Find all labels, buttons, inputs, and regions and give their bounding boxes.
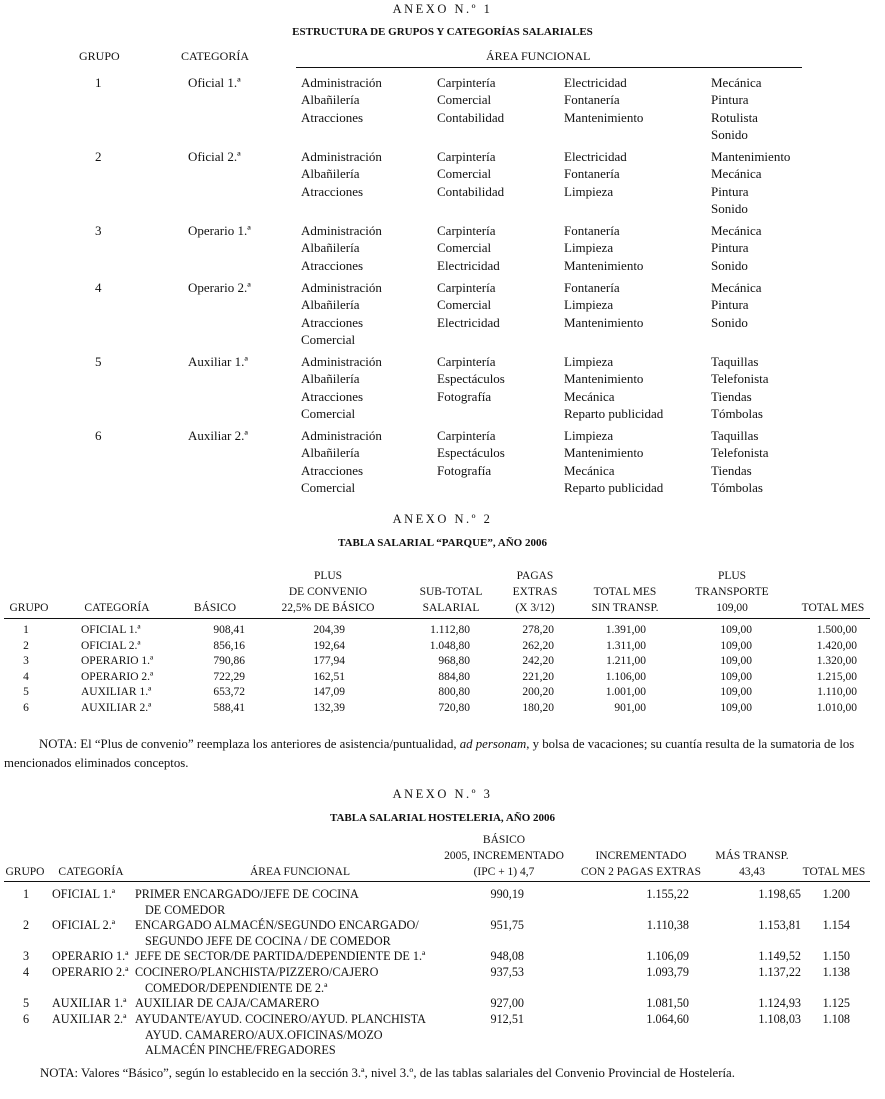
annex3-header-area: ÁREA FUNCIONAL bbox=[250, 866, 350, 878]
header-line: INCREMENTADO bbox=[595, 850, 687, 862]
header-line: DE CONVENIO bbox=[288, 586, 368, 598]
nota-text: NOTA: El “Plus de convenio” reemplaza los anteriores de asistencia/puntualidad, bbox=[39, 737, 460, 751]
annex1-area-column bbox=[437, 148, 504, 200]
annex3-transp: 1.108,03 bbox=[758, 1012, 801, 1026]
annex3-header-grupo: GRUPO bbox=[5, 866, 45, 878]
annex2-subtotal: 968,80 bbox=[438, 655, 470, 668]
annex3-basico: 948,08 bbox=[490, 949, 524, 963]
header-line: (X 3/12) bbox=[515, 602, 555, 614]
header-line: 22,5% DE BÁSICO bbox=[281, 602, 375, 614]
annex1-area-item: Mecánica bbox=[564, 462, 615, 478]
annex1-title: ANEXO N.º 1 bbox=[392, 2, 493, 16]
annex3-total: 1.154 bbox=[822, 918, 850, 932]
header-line: MÁS TRANSP. bbox=[715, 850, 789, 862]
annex1-area-item: Taquillas bbox=[711, 428, 759, 443]
annex1-area-item: Espectáculos bbox=[437, 371, 505, 387]
annex3-nota: NOTA: Valores “Básico”, según lo establecido en la sección 3.ª, nivel 3.º, de las tablas salariales del Convenio Provincial de Hostelería. bbox=[40, 1066, 735, 1080]
annex2-basico: 856,16 bbox=[213, 639, 245, 652]
header-line: 2005, INCREMENTADO bbox=[444, 850, 564, 862]
annex2-total-sin: 1.311,00 bbox=[606, 639, 646, 652]
nota-text: , y bolsa de vacaciones; su cuantía resulta de la sumatoria de los mencionados eliminados conceptos. bbox=[4, 737, 855, 770]
annex1-area-item: Comercial bbox=[301, 331, 356, 347]
annex1-area-item: Atracciones bbox=[301, 257, 364, 273]
annex1-area-item: Espectáculos bbox=[437, 445, 505, 461]
annex2-header-plus-transporte bbox=[684, 568, 780, 616]
annex1-area-column bbox=[301, 74, 382, 126]
annex1-area-column bbox=[301, 279, 382, 348]
annex3-area bbox=[135, 965, 378, 996]
annex3-incrementado: 1.093,79 bbox=[646, 965, 689, 979]
annex2-transporte: 109,00 bbox=[720, 624, 752, 636]
annex3-transp: 1.198,65 bbox=[758, 887, 801, 901]
annex1-area-column bbox=[301, 222, 382, 274]
annex3-area-line: AYUD. CAMARERO/AUX.OFICINAS/MOZO bbox=[145, 1027, 383, 1042]
annex1-area-column bbox=[301, 148, 382, 200]
annex1-area-item: Electricidad bbox=[437, 314, 500, 330]
annex1-area-item: Tiendas bbox=[711, 388, 752, 404]
annex1-area-item: Mecánica bbox=[711, 223, 762, 238]
annex1-area-item: Reparto publicidad bbox=[564, 405, 664, 421]
annex3-header-incrementado bbox=[570, 848, 712, 880]
annex1-area-item: Electricidad bbox=[564, 75, 627, 90]
annex3-area-line: SEGUNDO JEFE DE COCINA / DE COMEDOR bbox=[145, 933, 391, 948]
annex1-area-column bbox=[437, 427, 505, 479]
annex2-plus: 147,09 bbox=[313, 686, 345, 699]
annex1-grupo: 3 bbox=[95, 223, 102, 238]
annex2-pagas: 180,20 bbox=[522, 702, 554, 714]
annex3-area-line: COMEDOR/DEPENDIENTE DE 2.ª bbox=[145, 980, 328, 995]
annex2-categoria: OFICIAL 2.ª bbox=[81, 639, 141, 652]
annex1-area-item: Comercial bbox=[301, 405, 356, 421]
annex3-header-mas-transp bbox=[702, 848, 802, 880]
annex2-pagas: 262,20 bbox=[522, 639, 554, 652]
annex1-area-item: Electricidad bbox=[437, 257, 500, 273]
annex1-area-item: Carpintería bbox=[437, 354, 496, 369]
annex1-area-column bbox=[711, 74, 762, 143]
annex1-area-item: Fontanería bbox=[564, 280, 620, 295]
annex2-header-subtotal bbox=[408, 584, 494, 616]
annex2-basico: 790,86 bbox=[213, 655, 245, 668]
annex1-area-item: Limpieza bbox=[564, 297, 614, 313]
annex3-header-rule bbox=[4, 881, 870, 882]
annex2-categoria: AUXILIAR 1.ª bbox=[81, 686, 152, 699]
annex2-title: ANEXO N.º 2 bbox=[392, 512, 493, 526]
annex1-area-item: Contabilidad bbox=[437, 109, 505, 125]
annex3-grupo: 4 bbox=[22, 965, 30, 979]
annex1-area-item: Sonido bbox=[711, 126, 748, 142]
annex3-area bbox=[135, 887, 359, 918]
annex3-grupo: 5 bbox=[22, 996, 30, 1010]
annex1-area-item: Sonido bbox=[711, 314, 748, 330]
annex1-area-item: Sonido bbox=[711, 257, 748, 273]
annex1-grupo: 6 bbox=[95, 428, 102, 443]
header-line: TOTAL MES bbox=[593, 586, 657, 598]
annex2-subtotal: 720,80 bbox=[438, 702, 470, 714]
annex2-categoria: AUXILIAR 2.ª bbox=[81, 702, 152, 714]
annex3-basico: 927,00 bbox=[490, 996, 524, 1010]
annex1-header-area: ÁREA FUNCIONAL bbox=[486, 49, 591, 63]
annex2-table-row bbox=[0, 624, 885, 640]
annex1-area-item: Mecánica bbox=[711, 166, 762, 182]
annex3-total: 1.108 bbox=[822, 1012, 850, 1026]
annex1-area-item: Fotografía bbox=[437, 462, 492, 478]
annex2-header-total-sin bbox=[578, 584, 672, 616]
annex3-area bbox=[135, 996, 319, 1012]
annex3-categoria: AUXILIAR 2.ª bbox=[52, 1012, 127, 1026]
annex1-grupo: 4 bbox=[95, 280, 102, 295]
annex1-area-item: Mecánica bbox=[711, 75, 762, 90]
annex3-basico: 912,51 bbox=[490, 1012, 524, 1026]
annex1-header-grupo: GRUPO bbox=[79, 49, 120, 63]
header-line: PLUS bbox=[717, 570, 747, 582]
annex3-grupo: 3 bbox=[22, 949, 30, 963]
annex1-area-item: Administración bbox=[301, 428, 382, 443]
annex1-area-item: Comercial bbox=[437, 240, 492, 256]
header-line: PAGAS bbox=[516, 570, 554, 582]
annex1-area-item: Comercial bbox=[301, 479, 356, 495]
annex2-grupo: 4 bbox=[23, 670, 29, 683]
annex1-area-item: Mecánica bbox=[564, 388, 615, 404]
annex1-area-item: Albañilería bbox=[301, 297, 360, 313]
annex1-area-column bbox=[437, 74, 504, 126]
annex1-categoria: Oficial 1.ª bbox=[188, 75, 241, 90]
annex3-grupo: 1 bbox=[22, 887, 30, 901]
annex2-total: 1.110,00 bbox=[817, 686, 857, 699]
annex2-subtotal: 1.048,80 bbox=[429, 639, 470, 652]
annex1-grupo: 1 bbox=[95, 75, 102, 90]
annex2-table-title: TABLA SALARIAL “PARQUE”, AÑO 2006 bbox=[338, 537, 547, 549]
annex1-area-column bbox=[437, 222, 500, 274]
annex3-area-line: AYUDANTE/AYUD. COCINERO/AYUD. PLANCHISTA bbox=[135, 1012, 426, 1026]
annex1-area-column bbox=[437, 353, 505, 405]
annex3-area-line: COCINERO/PLANCHISTA/PIZZERO/CAJERO bbox=[135, 965, 379, 979]
annex3-categoria: OFICIAL 2.ª bbox=[52, 918, 116, 932]
annex1-categoria: Operario 1.ª bbox=[188, 223, 251, 238]
annex1-area-item: Comercial bbox=[437, 92, 492, 108]
annex1-area-item: Comercial bbox=[437, 166, 492, 182]
annex2-categoria: OFICIAL 1.ª bbox=[81, 624, 141, 636]
annex3-header-total-mes: TOTAL MES bbox=[802, 866, 866, 878]
annex2-basico: 588,41 bbox=[213, 702, 245, 714]
annex1-area-item: Limpieza bbox=[564, 240, 614, 256]
annex1-area-item: Atracciones bbox=[301, 183, 364, 199]
annex2-grupo: 5 bbox=[23, 686, 29, 699]
annex1-area-item: Telefonista bbox=[711, 445, 769, 461]
annex1-area-item: Mecánica bbox=[711, 280, 762, 295]
header-line: BÁSICO bbox=[482, 834, 526, 846]
annex3-table-title: TABLA SALARIAL HOSTELERIA, AÑO 2006 bbox=[329, 812, 556, 824]
annex2-total-sin: 1.391,00 bbox=[605, 624, 646, 636]
annex1-area-item: Albañilería bbox=[301, 166, 360, 182]
annex1-area-item: Pintura bbox=[711, 240, 749, 256]
annex1-area-item: Carpintería bbox=[437, 75, 496, 90]
annex2-header-categoria: CATEGORÍA bbox=[84, 602, 150, 614]
annex2-subtotal: 800,80 bbox=[438, 686, 470, 699]
annex2-categoria: OPERARIO 2.ª bbox=[81, 670, 154, 683]
annex1-area-item: Mantenimiento bbox=[711, 149, 791, 164]
annex3-incrementado: 1.110,38 bbox=[646, 918, 689, 932]
annex1-area-item: Albañilería bbox=[301, 371, 360, 387]
annex1-area-column bbox=[711, 148, 790, 217]
annex1-area-item: Telefonista bbox=[711, 371, 769, 387]
annex1-area-item: Atracciones bbox=[301, 462, 364, 478]
header-line: EXTRAS bbox=[512, 586, 558, 598]
annex3-area bbox=[135, 949, 425, 965]
header-line: TRANSPORTE bbox=[695, 586, 769, 598]
annex3-incrementado: 1.155,22 bbox=[646, 887, 689, 901]
annex1-area-item: Administración bbox=[301, 75, 382, 90]
annex3-basico: 990,19 bbox=[490, 887, 524, 901]
annex2-total-sin: 1.001,00 bbox=[605, 686, 646, 699]
annex3-area-line: JEFE DE SECTOR/DE PARTIDA/DEPENDIENTE DE 1.ª bbox=[135, 949, 426, 963]
annex1-area-item: Rotulista bbox=[711, 109, 758, 125]
annex2-transporte: 109,00 bbox=[720, 686, 752, 699]
annex1-area-column bbox=[564, 279, 643, 331]
annex1-area-item: Mantenimiento bbox=[564, 109, 644, 125]
annex2-table-row bbox=[0, 702, 885, 718]
annex1-area-item: Mantenimiento bbox=[564, 314, 644, 330]
annex3-transp: 1.153,81 bbox=[758, 918, 801, 932]
annex3-categoria: OFICIAL 1.ª bbox=[52, 887, 116, 901]
annex2-header-total-mes: TOTAL MES bbox=[801, 602, 865, 614]
header-line: 43,43 bbox=[739, 866, 765, 878]
annex1-categoria: Auxiliar 2.ª bbox=[188, 428, 248, 443]
annex2-total-sin: 1.106,00 bbox=[605, 670, 646, 683]
annex1-area-item: Fontanería bbox=[564, 92, 620, 108]
annex2-plus: 132,39 bbox=[313, 702, 345, 714]
annex2-total-sin: 901,00 bbox=[614, 702, 646, 714]
annex3-categoria: OPERARIO 2.ª bbox=[52, 965, 129, 979]
annex3-area bbox=[135, 1012, 426, 1059]
annex1-area-item: Limpieza bbox=[564, 428, 614, 443]
annex1-table-title: ESTRUCTURA DE GRUPOS Y CATEGORÍAS SALARIALES bbox=[292, 26, 593, 38]
annex1-area-item: Electricidad bbox=[564, 149, 627, 164]
annex1-area-item: Tómbolas bbox=[711, 479, 763, 495]
annex2-table-row bbox=[0, 640, 885, 656]
annex1-area-column bbox=[564, 427, 663, 496]
annex3-area-line: AUXILIAR DE CAJA/CAMARERO bbox=[135, 996, 320, 1010]
header-line: SUB-TOTAL bbox=[419, 586, 483, 598]
annex2-pagas: 200,20 bbox=[522, 686, 554, 699]
annex1-area-item: Fontanería bbox=[564, 223, 620, 238]
annex1-area-item: Contabilidad bbox=[437, 183, 505, 199]
annex1-area-item: Administración bbox=[301, 223, 382, 238]
annex1-categoria: Auxiliar 1.ª bbox=[188, 354, 248, 369]
header-line: 109,00 bbox=[716, 602, 748, 614]
annex1-area-item: Fontanería bbox=[564, 166, 620, 182]
annex1-area-item: Fotografía bbox=[437, 388, 492, 404]
annex1-categoria: Oficial 2.ª bbox=[188, 149, 241, 164]
annex2-basico: 653,72 bbox=[213, 686, 245, 699]
annex1-header-rule bbox=[296, 67, 802, 68]
annex1-area-item: Carpintería bbox=[437, 149, 496, 164]
annex3-incrementado: 1.064,60 bbox=[646, 1012, 689, 1026]
annex2-pagas: 221,20 bbox=[522, 670, 554, 683]
annex3-total: 1.200 bbox=[822, 887, 850, 901]
annex3-basico: 951,75 bbox=[490, 918, 524, 932]
annex1-categoria: Operario 2.ª bbox=[188, 280, 251, 295]
annex2-total: 1.420,00 bbox=[816, 639, 857, 652]
annex2-plus: 162,51 bbox=[313, 670, 345, 683]
annex3-title: ANEXO N.º 3 bbox=[392, 787, 493, 801]
annex1-area-item: Albañilería bbox=[301, 445, 360, 461]
header-line: PLUS bbox=[313, 570, 343, 582]
header-line: SALARIAL bbox=[422, 602, 480, 614]
annex3-total: 1.150 bbox=[822, 949, 850, 963]
annex2-table-row bbox=[0, 655, 885, 671]
annex1-area-item: Carpintería bbox=[437, 223, 496, 238]
annex1-area-column bbox=[711, 353, 769, 422]
annex2-transporte: 109,00 bbox=[720, 655, 752, 668]
annex2-plus: 192,64 bbox=[313, 639, 345, 652]
annex1-header-categoria: CATEGORÍA bbox=[181, 49, 249, 63]
annex1-area-column bbox=[437, 279, 500, 331]
annex1-area-column bbox=[301, 427, 382, 496]
annex1-area-item: Reparto publicidad bbox=[564, 479, 664, 495]
annex2-subtotal: 1.112,80 bbox=[430, 624, 470, 636]
annex2-total: 1.010,00 bbox=[816, 702, 857, 714]
annex1-grupo: 2 bbox=[95, 149, 102, 164]
annex2-header-plus-convenio bbox=[266, 568, 390, 616]
annex1-grupo: 5 bbox=[95, 354, 102, 369]
annex2-plus: 177,94 bbox=[313, 655, 345, 668]
annex2-basico: 908,41 bbox=[213, 624, 245, 636]
annex2-grupo: 2 bbox=[23, 639, 29, 652]
annex1-area-item: Sonido bbox=[711, 200, 748, 216]
annex2-subtotal: 884,80 bbox=[438, 670, 470, 683]
annex1-area-item: Albañilería bbox=[301, 92, 360, 108]
annex2-table-row bbox=[0, 686, 885, 702]
annex3-header-basico bbox=[430, 832, 578, 880]
annex1-area-item: Limpieza bbox=[564, 354, 614, 369]
annex3-transp: 1.137,22 bbox=[758, 965, 801, 979]
annex1-area-item: Pintura bbox=[711, 92, 749, 108]
annex3-total: 1.125 bbox=[822, 996, 850, 1010]
annex1-area-item: Administración bbox=[301, 280, 382, 295]
nota-italic: ad personam bbox=[459, 737, 527, 751]
annex2-total: 1.320,00 bbox=[816, 655, 857, 668]
annex1-area-column bbox=[564, 353, 663, 422]
annex3-incrementado: 1.106,09 bbox=[646, 949, 689, 963]
annex1-area-item: Pintura bbox=[711, 297, 749, 313]
annex3-categoria: AUXILIAR 1.ª bbox=[52, 996, 127, 1010]
annex1-area-item: Limpieza bbox=[564, 183, 614, 199]
annex3-grupo: 2 bbox=[22, 918, 30, 932]
annex1-area-item: Carpintería bbox=[437, 428, 496, 443]
annex3-total: 1.138 bbox=[822, 965, 850, 979]
annex2-total-sin: 1.211,00 bbox=[606, 655, 646, 668]
annex1-area-item: Albañilería bbox=[301, 240, 360, 256]
annex1-area-item: Atracciones bbox=[301, 109, 364, 125]
annex1-area-item: Mantenimiento bbox=[564, 371, 644, 387]
annex3-area-line: ENCARGADO ALMACÉN/SEGUNDO ENCARGADO/ bbox=[135, 918, 419, 932]
annex1-area-item: Tómbolas bbox=[711, 405, 763, 421]
annex3-transp: 1.124,93 bbox=[758, 996, 801, 1010]
annex1-area-item: Atracciones bbox=[301, 388, 364, 404]
annex1-area-column bbox=[564, 74, 643, 126]
annex1-area-item: Tiendas bbox=[711, 462, 752, 478]
annex1-area-item: Administración bbox=[301, 354, 382, 369]
annex1-area-item: Comercial bbox=[437, 297, 492, 313]
annex3-header-categoria: CATEGORÍA bbox=[58, 866, 124, 878]
annex3-area-line: ALMACÉN PINCHE/FREGADORES bbox=[145, 1043, 336, 1057]
annex1-area-column bbox=[301, 353, 382, 422]
annex2-pagas: 242,20 bbox=[522, 655, 554, 668]
annex2-plus: 204,39 bbox=[313, 624, 345, 636]
annex2-pagas: 278,20 bbox=[522, 624, 554, 636]
annex2-nota bbox=[4, 735, 870, 773]
annex2-grupo: 3 bbox=[23, 655, 29, 668]
annex2-total: 1.500,00 bbox=[816, 624, 857, 636]
annex1-area-item: Administración bbox=[301, 149, 382, 164]
annex3-categoria: OPERARIO 1.ª bbox=[52, 949, 129, 963]
annex1-area-item: Mantenimiento bbox=[564, 257, 644, 273]
annex1-area-column bbox=[564, 148, 627, 200]
annex3-area-line: DE COMEDOR bbox=[145, 902, 226, 917]
annex2-grupo: 1 bbox=[23, 624, 29, 636]
annex2-transporte: 109,00 bbox=[720, 639, 752, 652]
header-line: CON 2 PAGAS EXTRAS bbox=[580, 866, 702, 878]
annex2-transporte: 109,00 bbox=[720, 670, 752, 683]
annex3-area bbox=[135, 918, 419, 949]
annex2-header-pagas bbox=[500, 568, 570, 616]
header-line: SIN TRANSP. bbox=[591, 602, 659, 614]
annex3-area-line: PRIMER ENCARGADO/JEFE DE COCINA bbox=[135, 887, 359, 901]
annex3-transp: 1.149,52 bbox=[758, 949, 801, 963]
annex2-total: 1.215,00 bbox=[816, 670, 857, 683]
annex1-area-item: Taquillas bbox=[711, 354, 759, 369]
annex2-transporte: 109,00 bbox=[720, 702, 752, 714]
annex2-basico: 722,29 bbox=[213, 670, 245, 683]
annex2-grupo: 6 bbox=[23, 702, 29, 714]
annex2-header-grupo: GRUPO bbox=[9, 602, 49, 614]
annex1-area-item: Mantenimiento bbox=[564, 445, 644, 461]
annex3-incrementado: 1.081,50 bbox=[646, 996, 689, 1010]
annex2-header-rule bbox=[4, 618, 870, 619]
header-line: (IPC + 1) 4,7 bbox=[473, 866, 535, 878]
annex2-table-row bbox=[0, 671, 885, 687]
annex1-area-column bbox=[711, 279, 762, 331]
annex1-area-item: Pintura bbox=[711, 183, 749, 199]
annex1-area-column bbox=[711, 222, 762, 274]
annex1-area-item: Atracciones bbox=[301, 314, 364, 330]
annex2-categoria: OPERARIO 1.ª bbox=[81, 655, 154, 668]
annex3-basico: 937,53 bbox=[490, 965, 524, 979]
annex1-area-column bbox=[564, 222, 643, 274]
annex1-area-item: Carpintería bbox=[437, 280, 496, 295]
annex2-header-basico: BÁSICO bbox=[193, 602, 237, 614]
annex1-area-column bbox=[711, 427, 769, 496]
annex3-grupo: 6 bbox=[22, 1012, 30, 1026]
